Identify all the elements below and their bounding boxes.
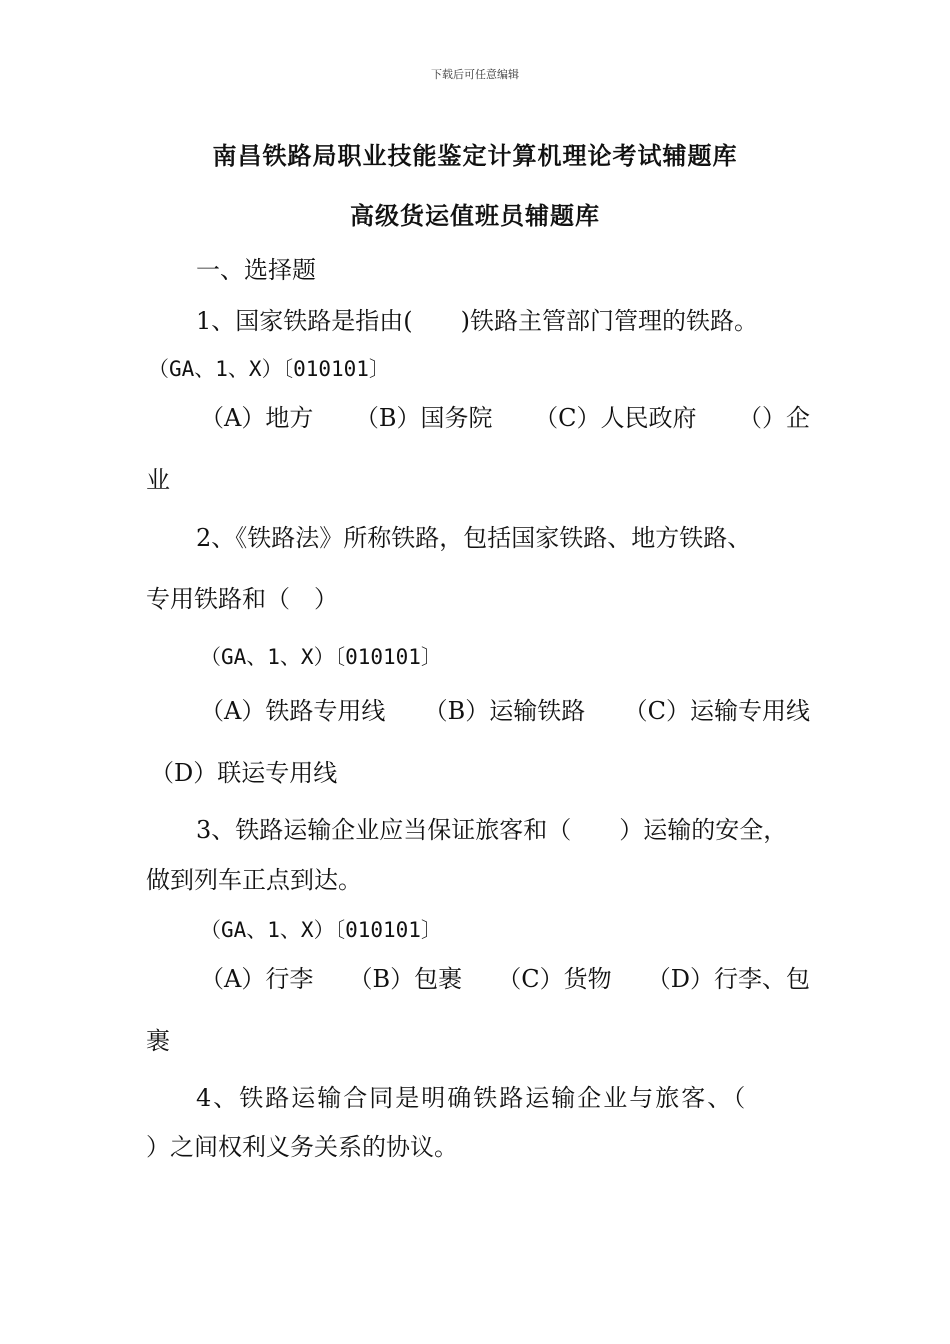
header-note: 下载后可任意编辑 [431, 68, 519, 81]
question-3-options [200, 964, 810, 994]
question-3-stem-line-2: 做到列车正点到达。 [146, 866, 362, 894]
question-1-option-b: （B）国务院 [354, 404, 493, 432]
question-1-options [200, 403, 810, 433]
question-2-option-a: （A）铁路专用线 [200, 697, 386, 725]
question-3-code: （GA、1、X）〔010101〕 [200, 918, 442, 942]
section-heading: 一、选择题 [196, 256, 316, 284]
question-3-option-wrap: 裹 [146, 1027, 170, 1055]
question-2-option-c: （C）运输专用线 [623, 697, 810, 725]
question-2-code: （GA、1、X）〔010101〕 [200, 645, 442, 669]
question-3-option-c: （C）货物 [497, 965, 612, 993]
document-title: 南昌铁路局职业技能鉴定计算机理论考试辅题库 [212, 142, 738, 170]
question-2-option-b: （B）运输铁路 [423, 697, 586, 725]
question-1-option-d: （）企 [738, 404, 810, 432]
question-3-option-d: （D）行李、包 [646, 965, 810, 993]
question-1-option-wrap: 业 [146, 466, 170, 494]
question-3-stem-line-1: 3、铁路运输企业应当保证旅客和（ ）运输的安全， [196, 816, 788, 844]
question-2-options [200, 696, 810, 726]
question-2-stem-line-2: 专用铁路和（ ） [146, 585, 338, 613]
document-subtitle: 高级货运值班员辅题库 [350, 202, 600, 230]
question-2-option-d: （D）联运专用线 [150, 759, 338, 787]
question-2-stem-line-1: 2、《铁路法》所称铁路，包括国家铁路、地方铁路、 [196, 524, 752, 552]
question-4-stem-line-2: ）之间权利义务关系的协议。 [146, 1133, 458, 1161]
question-4-stem-line-1: 4、铁路运输合同是明确铁路运输企业与旅客、（ [196, 1084, 748, 1112]
question-3-option-b: （B）包裹 [348, 965, 463, 993]
question-1-option-a: （A）地方 [200, 404, 314, 432]
question-1-stem: 1、国家铁路是指由( )铁路主管部门管理的铁路。 [196, 307, 758, 335]
question-3-option-a: （A）行李 [200, 965, 314, 993]
question-1-code: （GA、1、X）〔010101〕 [148, 357, 390, 381]
question-1-option-c: （C）人民政府 [534, 404, 697, 432]
